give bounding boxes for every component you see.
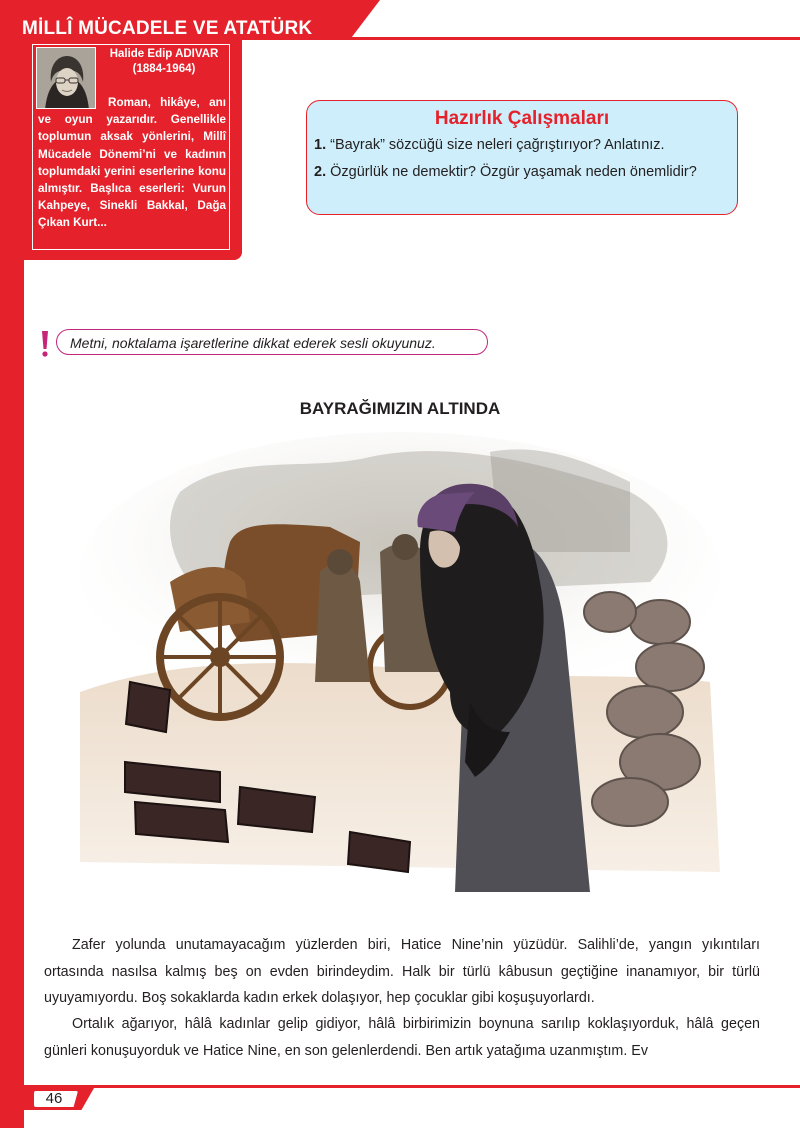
unit-title: MİLLÎ MÜCADELE VE ATATÜRK xyxy=(22,18,313,39)
preparation-question xyxy=(314,164,697,180)
preparation-title: Hazırlık Çalışmaları xyxy=(434,108,610,129)
preparation-question xyxy=(314,137,665,153)
question-number: 1. xyxy=(314,137,327,153)
header-divider xyxy=(340,37,800,40)
left-red-band xyxy=(0,0,24,1128)
story-paragraph: Zafer yolunda unutamayacağım yüzlerden biri, Hatice Nine’nin yüzüdür. Salihli’de, yangın yıkıntıları ortasında nasılsa kalmış beş on evden birindeydim. Halk bir türlü kâbusun geçtiğine inanamıyor, bir türlü uyuyamıyordu. Boş sokaklarda kadın erkek dolaşıyor, hep çocuklar gibi koşuşuyorlardı. xyxy=(44,937,760,1006)
exclamation-icon xyxy=(40,329,50,359)
author-years: (1884-1964) xyxy=(132,63,196,75)
story-illustration xyxy=(70,432,730,912)
question-number: 2. xyxy=(314,164,327,180)
story-paragraph: Ortalık ağarıyor, hâlâ kadınlar gelip gidiyor, hâlâ birbirimizin boynuna sarılıp koklaşıyorduk, hâlâ geçen günleri konuşuyorduk ve Hatice Nine, en son gelenlerdendi. Ben artık yatağıma uzanmıştım. Ev xyxy=(44,1016,760,1059)
author-bio: Roman, hikâye, anı ve oyun yazarıdır. Genellikle toplumun aksak yönlerini, Millî Mücadele Dönemi’ni ve kadının toplumdaki yerini eserlerine konu almıştır. Başlıca eserleri: Vurun Kahpeye, Sinekli Bakkal, Dağa Çıkan Kurt... xyxy=(38,96,226,230)
instruction-text: Metni, noktalama işaretlerine dikkat ederek sesli okuyunuz. xyxy=(70,335,436,351)
question-text: “Bayrak” sözcüğü size neleri çağrıştırıyor? Anlatınız. xyxy=(326,137,665,153)
story-title: BAYRAĞIMIZIN ALTINDA xyxy=(299,399,501,418)
question-text: Özgürlük ne demektir? Özgür yaşamak neden önemlidir? xyxy=(326,164,697,180)
footer-divider xyxy=(24,1085,800,1088)
author-name: Halide Edip ADIVAR xyxy=(109,48,219,60)
page-number: 46 xyxy=(45,1090,63,1107)
